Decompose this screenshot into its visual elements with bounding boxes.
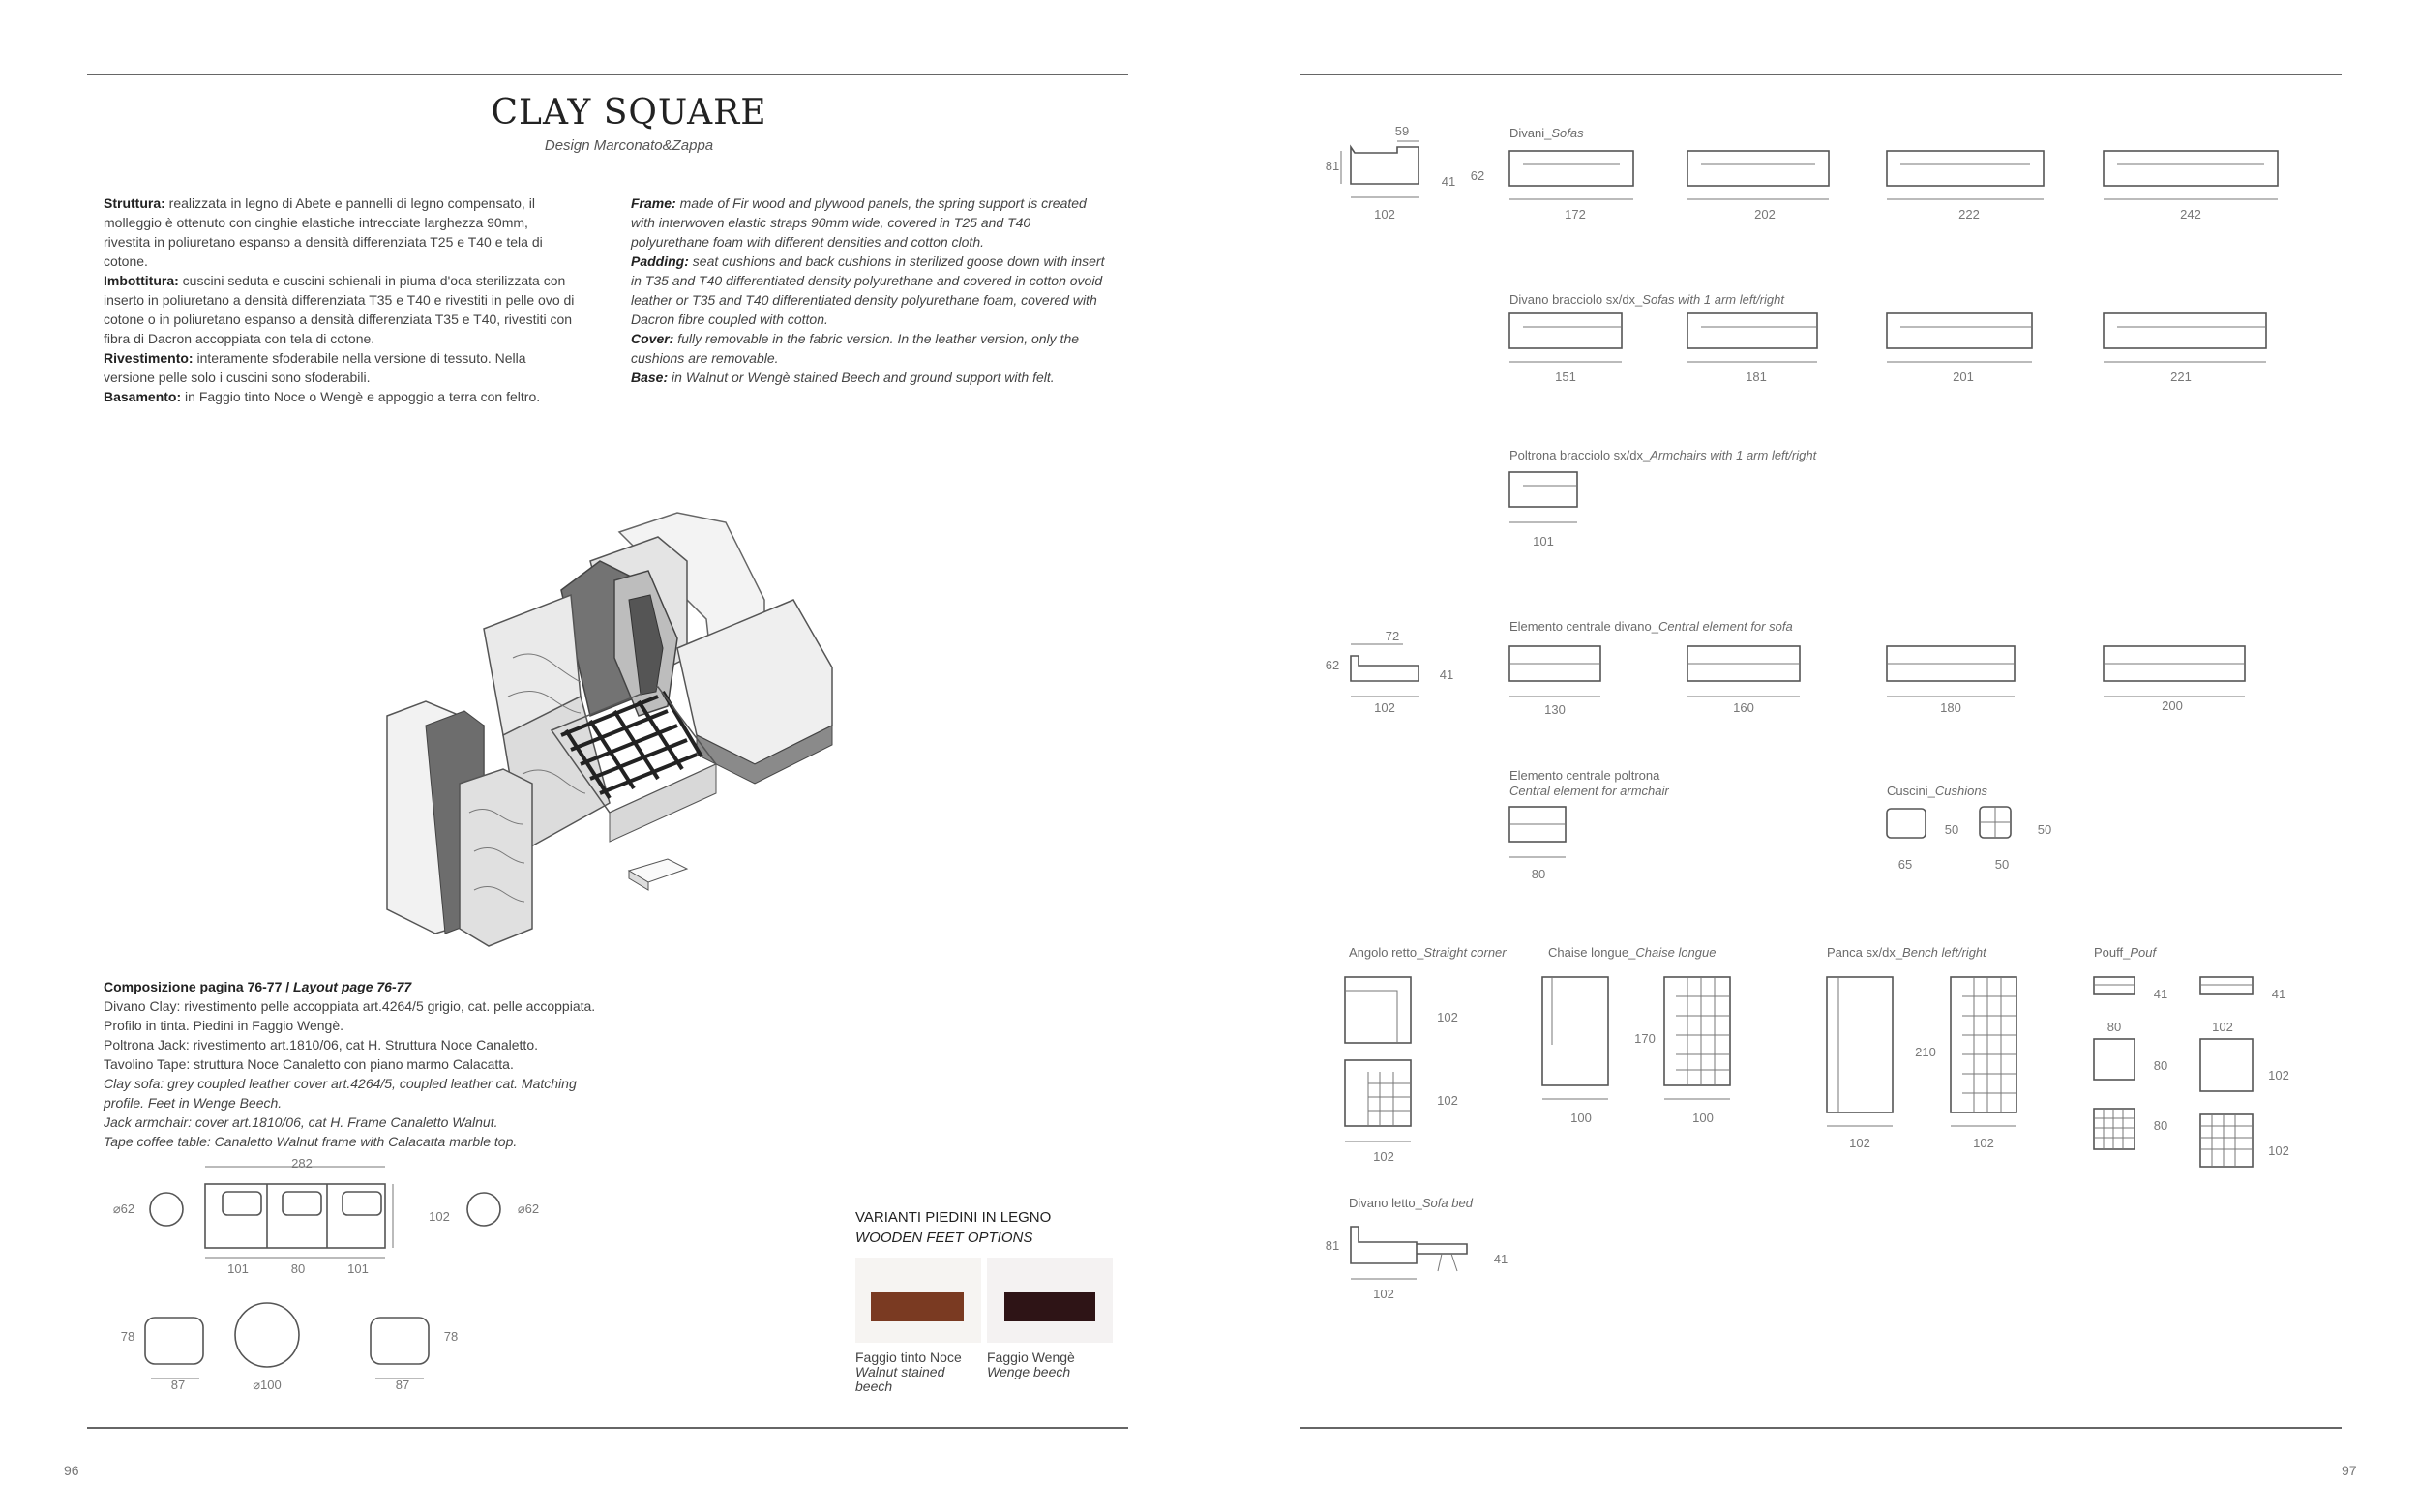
composition-line: Clay sofa: grey coupled leather cover art.4264/5, coupled leather cat. Matching profile. Feet in Wenge Beech. [104, 1076, 577, 1111]
desc-en-p1: Frame: made of Fir wood and plywood panels, the spring support is created with interwoven elastic straps 90mm wide, covered in T25 and T40 polyurethane foam with different densities and cotton cloth. [631, 195, 1087, 250]
dim-arm-sofa-2: 181 [1746, 370, 1767, 384]
dim-central-side-w: 102 [1374, 700, 1395, 715]
dim-cushion-a-w: 65 [1897, 857, 1913, 872]
page-number-left: 96 [64, 1463, 79, 1478]
exploded-sofa-illustration [368, 503, 910, 948]
dim-arm-right-w: 87 [395, 1378, 410, 1392]
dim-chaise-w1: 100 [1570, 1111, 1592, 1125]
dim-cushion-a-h: 50 [1944, 822, 1959, 837]
dim-sofa-1: 172 [1565, 207, 1586, 222]
feet-label-wenge [987, 1350, 1075, 1379]
dim-side-top: 59 [1394, 124, 1410, 138]
dim-sofabed-arm: 41 [1493, 1252, 1508, 1266]
dim-right-round: ⌀62 [517, 1201, 540, 1216]
wenge-label-it: Faggio Wengè [987, 1349, 1075, 1365]
walnut-swatch [871, 1292, 964, 1321]
label-sofabed: Divano letto_Sofa bed [1349, 1196, 1473, 1210]
dim-armchair: 101 [1533, 534, 1554, 548]
dim-sofa-4: 242 [2180, 207, 2201, 222]
layout-plan-drawing [97, 1151, 561, 1403]
desc-en-p4: Base: in Walnut or Wengè stained Beech and ground support with felt. [631, 370, 1055, 385]
composition-line: Tavolino Tape: struttura Noce Canaletto con piano marmo Calacatta. [104, 1056, 514, 1072]
dim-cushion-b-h: 50 [2037, 822, 2052, 837]
desc-it-p3: Rivestimento: interamente sfoderabile nella versione di tessuto. Nella versione pelle solo i cuscini sono sfoderabili. [104, 350, 526, 385]
dim-seg1: 101 [227, 1261, 249, 1276]
dim-pouf-s1-w: 80 [2106, 1020, 2122, 1034]
dim-arm-left-h: 78 [120, 1329, 135, 1344]
composition-line: Poltrona Jack: rivestimento art.1810/06, cat H. Struttura Noce Canaletto. [104, 1037, 538, 1052]
dim-central-side-top: 72 [1385, 629, 1400, 643]
arm-sofa-row [1509, 313, 2266, 362]
description-it [104, 193, 578, 406]
walnut-label-it: Faggio tinto Noce [855, 1349, 962, 1365]
label-central-chair [1509, 768, 1669, 799]
central-chair-it: Elemento centrale poltrona [1509, 768, 1660, 783]
dim-sofa-3: 222 [1958, 207, 1980, 222]
dim-pouf-p3: 80 [2153, 1118, 2168, 1133]
dim-central-side-h: 62 [1325, 658, 1340, 672]
dim-table: ⌀100 [253, 1378, 282, 1392]
label-cushions: Cuscini_Cushions [1887, 784, 1988, 798]
dim-arm-right-h: 78 [443, 1329, 459, 1344]
dim-bench-w2: 102 [1973, 1136, 1994, 1150]
desc-en-p2: Padding: seat cushions and back cushions in sterilized goose down with insert in T35 and T40 differentiated density polyurethane and covered in cotton ovoid leather or T35 and T40 differentiated density polyurethane foam, covered with Dacron fibre coupled with cotton. [631, 253, 1105, 327]
dim-arm-sofa-1: 151 [1555, 370, 1576, 384]
dim-left-round: ⌀62 [112, 1201, 135, 1216]
feet-label-walnut [855, 1350, 962, 1394]
label-armchair: Poltrona bracciolo sx/dx_Armchairs with 1 arm left/right [1509, 448, 1817, 462]
desc-en-p3: Cover: fully removable in the fabric version. In the leather version, only the cushions are removable. [631, 331, 1080, 366]
dim-corner-h1: 102 [1437, 1010, 1458, 1024]
dim-cushion-b-w: 50 [1994, 857, 2010, 872]
dim-pouf-p1: 80 [2153, 1058, 2168, 1073]
desc-it-p2: Imbottitura: cuscini seduta e cuscini schienali in piuma d'oca sterilizzata con inserto in poliuretano a densità differenziata T35 e T40 e rivestiti in pelle ovo di cotone o in poliuretano espanso a densità differenziata T35 e T40, rivestiti con fibra di Dacron accoppiata con tela di cotone. [104, 273, 575, 346]
dim-arm-sofa-3: 201 [1953, 370, 1974, 384]
desc-it-p1: Struttura: realizzata in legno di Abete e pannelli di legno compensato, il molleggio è ottenuto con cinghie elastiche intrecciate larghezza 90mm, rivestita in poliuretano espanso a densità differenziata T25 e T40 e tela di cotone. [104, 195, 543, 269]
dim-sofabed-w: 102 [1373, 1287, 1394, 1301]
dim-sofabed-h: 81 [1325, 1238, 1340, 1253]
dim-pouf-s2-w: 102 [2212, 1020, 2233, 1034]
dim-seg3: 101 [347, 1261, 369, 1276]
walnut-label-en: Walnut stained [855, 1364, 945, 1379]
wenge-label-en: Wenge beech [987, 1364, 1071, 1379]
dim-central-2: 160 [1733, 700, 1754, 715]
dim-pouf-p4: 102 [2268, 1143, 2289, 1158]
label-pouf: Pouff_Pouf [2094, 945, 2157, 960]
desc-it-p4: Basamento: in Faggio tinto Noce o Wengè e appoggio a terra con feltro. [104, 389, 541, 404]
dim-sofa-2: 202 [1754, 207, 1776, 222]
wenge-swatch [1004, 1292, 1095, 1321]
label-bench: Panca sx/dx_Bench left/right [1827, 945, 1986, 960]
page-number-right: 97 [2342, 1463, 2357, 1478]
composition-line: Divano Clay: rivestimento pelle accoppiata art.4264/5 grigio, cat. pelle accoppiata. Profilo in tinta. Piedini in Faggio Wengè. [104, 998, 596, 1033]
catalog-drawings [1297, 87, 2361, 1325]
description-en [631, 193, 1105, 387]
dim-central-4: 200 [2162, 698, 2183, 713]
dim-corner-h2: 102 [1437, 1093, 1458, 1108]
dim-central-1: 130 [1544, 702, 1566, 717]
feet-title-it: VARIANTI PIEDINI IN LEGNO [855, 1209, 1052, 1226]
dim-pouf-s2-h: 41 [2271, 987, 2286, 1001]
dim-central-3: 180 [1940, 700, 1961, 715]
dim-central-chair: 80 [1531, 867, 1546, 881]
feet-swatch-wenge [987, 1258, 1113, 1343]
composition-block [104, 977, 607, 1151]
dim-side-w: 102 [1374, 207, 1395, 222]
bottom-rule-right [1300, 1427, 2342, 1429]
dim-pouf-s1-h: 41 [2153, 987, 2168, 1001]
composition-heading: Composizione pagina 76-77 / Layout page 76-77 [104, 979, 412, 994]
label-central: Elemento centrale divano_Central element for sofa [1509, 619, 1793, 634]
dim-pouf-p2: 102 [2268, 1068, 2289, 1082]
feet-title-en: WOODEN FEET OPTIONS [855, 1230, 1033, 1246]
dim-arm-left-w: 87 [170, 1378, 186, 1392]
walnut-label-en-2: beech [855, 1379, 893, 1394]
designer-credit: Design Marconato&Zappa [544, 137, 714, 154]
label-corner: Angolo retto_Straight corner [1349, 945, 1507, 960]
top-rule-left [87, 74, 1128, 75]
dim-side-h: 81 [1325, 159, 1340, 173]
dim-side-back: 62 [1470, 168, 1485, 183]
dim-bench-w1: 102 [1849, 1136, 1870, 1150]
label-sofas: Divani_Sofas [1509, 126, 1584, 140]
dim-chaise-h: 170 [1634, 1031, 1656, 1046]
feet-swatch-walnut [855, 1258, 981, 1343]
composition-line: Tape coffee table: Canaletto Walnut frame with Calacatta marble top. [104, 1134, 518, 1149]
top-rule-right [1300, 74, 2342, 75]
sofa-row [1509, 151, 2278, 199]
dim-depth: 102 [429, 1209, 450, 1224]
dim-bench-h: 210 [1915, 1045, 1936, 1059]
central-chair-en: Central element for armchair [1509, 784, 1669, 798]
dim-total: 282 [291, 1156, 313, 1171]
page-title: CLAY SQUARE [491, 93, 767, 133]
dim-chaise-w2: 100 [1692, 1111, 1714, 1125]
dim-central-side-arm: 41 [1439, 667, 1454, 682]
dim-side-arm: 41 [1441, 174, 1456, 189]
dim-seg2: 80 [290, 1261, 306, 1276]
dim-corner-w: 102 [1373, 1149, 1394, 1164]
label-chaise: Chaise longue_Chaise longue [1548, 945, 1717, 960]
label-arm-sofas: Divano bracciolo sx/dx_Sofas with 1 arm left/right [1509, 292, 1784, 307]
dim-arm-sofa-4: 221 [2170, 370, 2192, 384]
bottom-rule-left [87, 1427, 1128, 1429]
composition-line: Jack armchair: cover art.1810/06, cat H. Frame Canaletto Walnut. [104, 1114, 498, 1130]
